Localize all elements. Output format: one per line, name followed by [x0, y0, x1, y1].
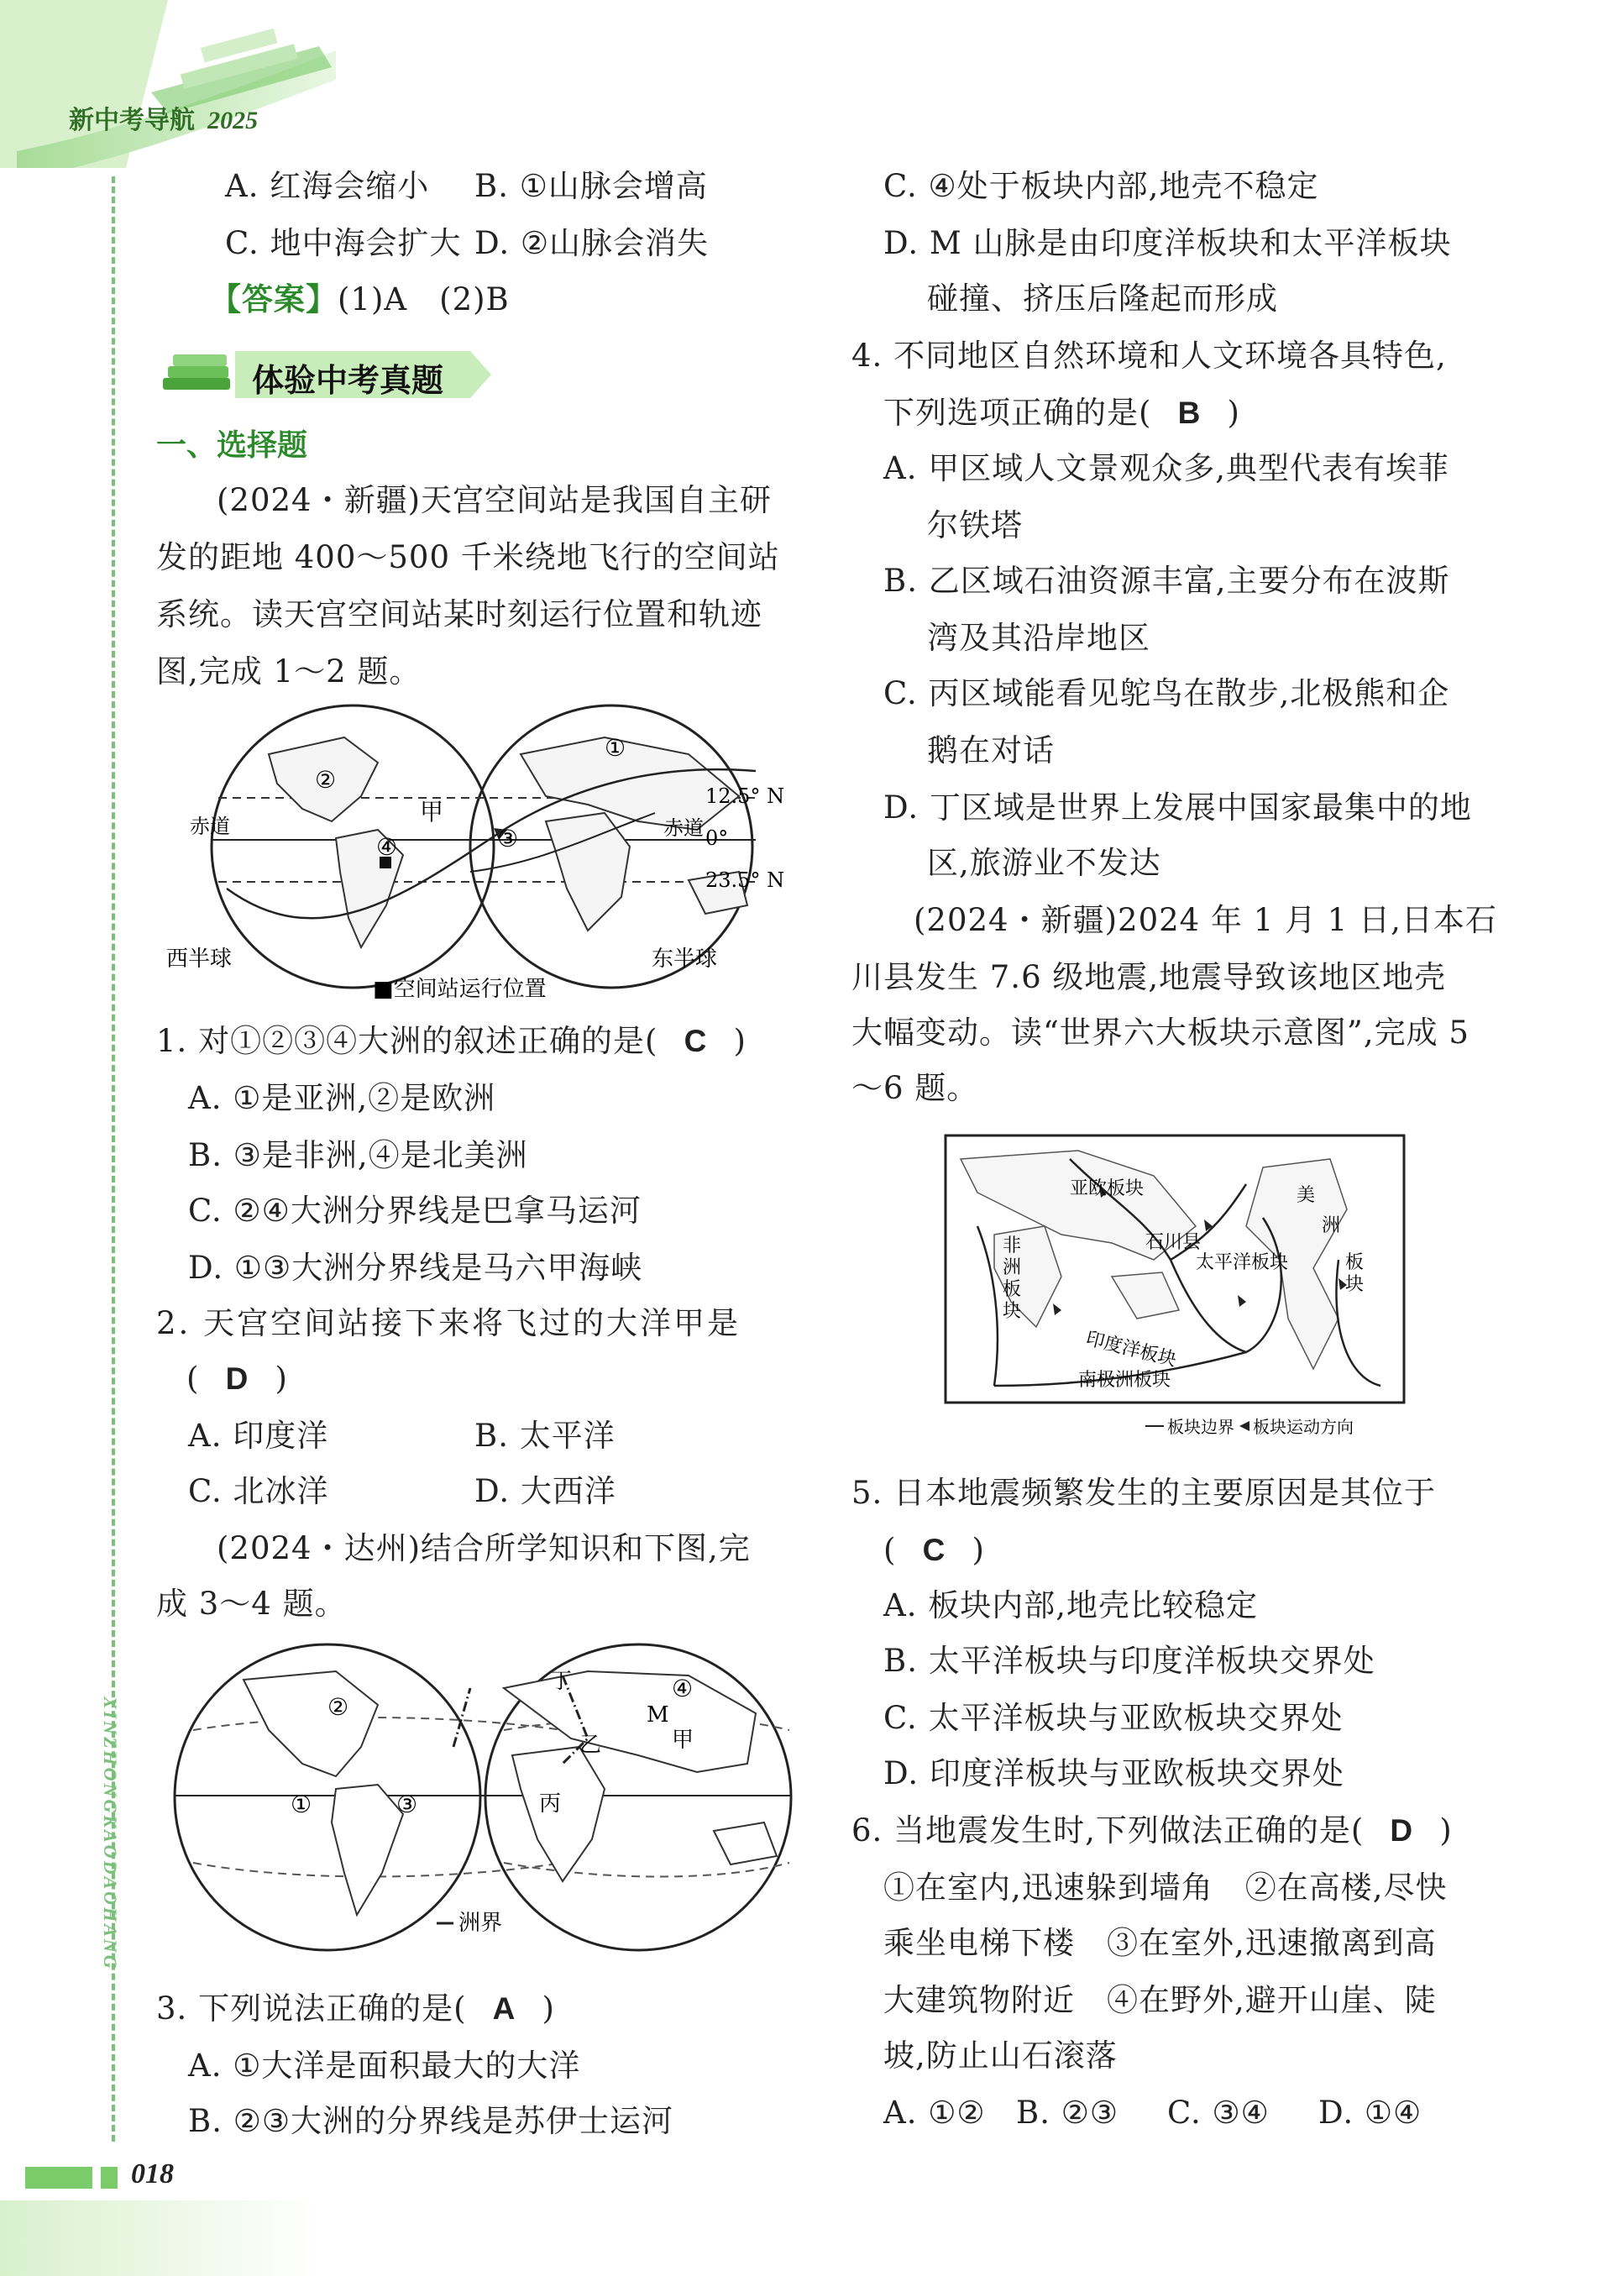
q4-close: ) [1227, 395, 1240, 431]
header-decoration [0, 0, 353, 168]
q6-line4: 坡,防止山石滚落 [883, 2037, 1118, 2074]
intro3-line4: ～6 题。 [851, 1070, 979, 1106]
books-icon [163, 354, 230, 390]
q4-option-d-cont: 区,旅游业不发达 [927, 845, 1161, 881]
intro3-line3: 大幅变动。读“世界六大板块示意图”,完成 5 [851, 1015, 1469, 1051]
q6-option-c: C. ③④ [1167, 2095, 1270, 2131]
q3-close: ) [542, 1990, 555, 2027]
intro3-line2: 川县发生 7.6 级地震,地震导致该地区地壳 [851, 959, 1447, 995]
prev-option-b: B. ①山脉会增高 [474, 168, 708, 204]
continents-map [168, 1638, 857, 1957]
q4-option-c: C. 丙区域能看见鸵鸟在散步,北极熊和企 [883, 675, 1450, 711]
q2-option-c: C. 北冰洋 [188, 1473, 329, 1509]
q4-option-d: D. 丁区域是世界上发展中国家最集中的地 [883, 789, 1472, 826]
map2-label-bing: 丙 [539, 1791, 562, 1817]
map2-marker-1: ① [291, 1791, 312, 1818]
q3-stem-text: 3. 下列说法正确的是( [156, 1990, 467, 2027]
intro2-line2: 成 3～4 题。 [156, 1586, 347, 1622]
intro2-line1: (2024・达州)结合所学知识和下图,完 [217, 1530, 751, 1566]
q6-line1: ①在室内,迅速躲到墙角 ②在高楼,尽快 [883, 1870, 1448, 1906]
q4-stem-line1: 4. 不同地区自然环境和人文环境各具特色, [851, 338, 1447, 374]
q4-option-b-cont: 湾及其沿岸地区 [927, 620, 1150, 656]
q1-answer: C [684, 1024, 708, 1058]
prev-answer [210, 277, 510, 322]
plate-american-1: 美 [1297, 1185, 1316, 1206]
section-title: 体验中考真题 [252, 362, 444, 399]
q6-answer: D [1390, 1813, 1414, 1848]
map1-marker-3: ③ [497, 825, 519, 852]
plate-american-4: 块 [1345, 1274, 1365, 1295]
plate-antarctic: 南极洲板块 [1078, 1370, 1171, 1391]
brand-title [69, 99, 258, 136]
map1-west-label: 西半球 [166, 947, 233, 972]
q6-line3: 大建筑物附近 ④在野外,避开山崖、陡 [883, 1982, 1437, 2018]
q4-answer: B [1177, 396, 1202, 430]
q2-option-a: A. 印度洋 [188, 1418, 329, 1454]
subsection-title: 一、选择题 [156, 428, 308, 463]
q3-answer: A [492, 1991, 516, 2026]
q6-close: ) [1439, 1812, 1453, 1849]
plate-pacific: 太平洋板块 [1196, 1252, 1289, 1273]
map2-marker-4: ④ [672, 1675, 694, 1702]
continents-map-figure [168, 1638, 857, 1957]
q4-option-a: A. 甲区域人文景观众多,典型代表有埃菲 [883, 450, 1450, 486]
map1-marker-4: ④ [376, 833, 398, 861]
intro1-line3: 系统。读天宫空间站某时刻运行位置和轨迹 [156, 596, 762, 632]
q5-option-b: B. 太平洋板块与印度洋板块交界处 [883, 1643, 1375, 1679]
intro1-line4: 图,完成 1～2 题。 [156, 653, 422, 690]
plate-ishikawa: 石川县 [1145, 1232, 1202, 1253]
q1-option-c: C. ②④大洲分界线是巴拿马运河 [188, 1193, 642, 1229]
q1-stem-text: 1. 对①②③④大洲的叙述正确的是( [156, 1023, 658, 1059]
prev-option-a: A. 红海会缩小 [225, 168, 430, 204]
footer-stub [101, 2167, 118, 2189]
plate-african-2: 洲 [1003, 1257, 1022, 1278]
brand-year: 2025 [207, 107, 259, 134]
answer-value: (1)A (2)B [338, 281, 510, 317]
q6-option-b: B. ②③ [1016, 2095, 1119, 2131]
brand-name: 新中考导航 [69, 106, 195, 135]
side-vertical-text: XINZHONGKAODAOHANG [100, 1697, 121, 1971]
q1-option-b: B. ③是非洲,④是北美洲 [188, 1137, 528, 1173]
map1-legend: ■空间站运行位置 [373, 977, 547, 1002]
page-number: 018 [131, 2158, 174, 2189]
answer-label: 【答案】 [210, 281, 338, 317]
intro1-line1: (2024・新疆)天宫空间站是我国自主研 [217, 482, 773, 518]
map1-lat-north: 12.5° N [705, 784, 785, 808]
q6-stem [851, 1809, 1453, 1853]
plate-african-1: 非 [1003, 1235, 1022, 1256]
plates-map [944, 1134, 1414, 1445]
q1-option-d: D. ①③大洲分界线是马六甲海峡 [188, 1250, 643, 1286]
q3-option-a: A. ①大洋是面积最大的大洋 [188, 2048, 581, 2084]
arrow-left-icon [1239, 1421, 1249, 1431]
plate-american-2: 洲 [1322, 1215, 1341, 1236]
orbit-map-figure [151, 704, 823, 1015]
map1-east-label: 东半球 [652, 947, 718, 972]
q2-stem: 2. 天宫空间站接下来将飞过的大洋甲是 [156, 1305, 741, 1341]
map2-label-ding: 丁 [550, 1669, 573, 1694]
map1-lat-south: 23.5° N [705, 868, 785, 892]
map2-legend: 洲界 [458, 1911, 503, 1936]
q6-line2: 乘坐电梯下楼 ③在室外,迅速撤离到高 [883, 1925, 1437, 1961]
q2-option-b: B. 太平洋 [474, 1418, 616, 1454]
prev-option-d: D. ②山脉会消失 [474, 225, 710, 261]
q2-answer: D [225, 1361, 249, 1396]
q1-close: ) [733, 1023, 747, 1059]
q3-stem [156, 1987, 555, 2031]
map1-lat-zero: 0° [705, 826, 729, 850]
map1-marker-1: ① [605, 734, 626, 762]
q1-stem [156, 1020, 747, 1063]
prev-option-c: C. 地中海会扩大 [225, 225, 462, 261]
footer-bar [0, 2150, 1624, 2276]
map1-marker-2: ② [315, 766, 337, 794]
q2-option-d: D. 大西洋 [474, 1473, 616, 1509]
q3-option-d: D. M 山脉是由印度洋板块和太平洋板块 [883, 225, 1452, 261]
q6-option-a: A. ①② [883, 2095, 986, 2131]
q5-option-a: A. 板块内部,地壳比较稳定 [883, 1587, 1259, 1623]
map2-label-yi: 乙 [579, 1733, 602, 1758]
map1-equator-west: 赤道 [190, 815, 230, 838]
q3-option-b: B. ②③大洲的分界线是苏伊士运河 [188, 2103, 674, 2139]
plate-indian: 印度洋板块 [1083, 1328, 1179, 1371]
map2-label-jia: 甲 [672, 1728, 694, 1753]
map2-marker-2: ② [327, 1693, 349, 1721]
q4-option-c-cont: 鹅在对话 [927, 732, 1055, 768]
intro3-line1: (2024・新疆)2024 年 1 月 1 日,日本石 [914, 902, 1497, 938]
q6-stem-text: 6. 当地震发生时,下列做法正确的是( [851, 1812, 1365, 1849]
map2-marker-3: ③ [396, 1791, 418, 1818]
q4-stem-text: 下列选项正确的是( [883, 395, 1152, 431]
plate-african-4: 块 [1003, 1301, 1022, 1322]
footer-gradient [0, 2200, 319, 2276]
q3-option-c: C. ④处于板块内部,地壳不稳定 [883, 168, 1319, 204]
footer-tab [25, 2167, 92, 2189]
map1-equator-east: 赤道 [663, 816, 704, 840]
plate-american-3: 板 [1345, 1252, 1365, 1273]
orbit-map [151, 704, 823, 1015]
q2-answer-line: ( D ) [186, 1357, 288, 1401]
plate-eurasian: 亚欧板块 [1070, 1178, 1145, 1199]
q5-stem: 5. 日本地震频繁发生的主要原因是其位于 [851, 1475, 1437, 1511]
map1-marker-jia: 甲 [420, 798, 444, 826]
plates-legend-boundary: 板块边界 [1167, 1417, 1234, 1437]
header-banner [0, 0, 353, 168]
q6-option-d: D. ①④ [1318, 2095, 1422, 2131]
q5-option-d: D. 印度洋板块与亚欧板块交界处 [883, 1755, 1344, 1791]
plates-legend-motion: 板块运动方向 [1253, 1417, 1354, 1437]
map2-label-m: M [647, 1702, 669, 1728]
q4-option-a-cont: 尔铁塔 [927, 507, 1023, 543]
section-header [160, 344, 495, 405]
q5-answer: C [922, 1533, 946, 1567]
intro1-line2: 发的距地 400～500 千米绕地飞行的空间站 [156, 539, 780, 575]
q3-option-d-cont: 碰撞、挤压后隆起而形成 [927, 281, 1278, 317]
q1-option-a: A. ①是亚洲,②是欧洲 [188, 1080, 496, 1116]
q4-option-b: B. 乙区域石油资源丰富,主要分布在波斯 [883, 563, 1450, 599]
q4-stem-line2 [883, 391, 1240, 435]
plate-african-3: 板 [1003, 1279, 1022, 1300]
plates-map-figure [944, 1134, 1414, 1445]
q5-answer-line: ( C ) [883, 1529, 985, 1572]
q5-option-c: C. 太平洋板块与亚欧板块交界处 [883, 1700, 1344, 1736]
